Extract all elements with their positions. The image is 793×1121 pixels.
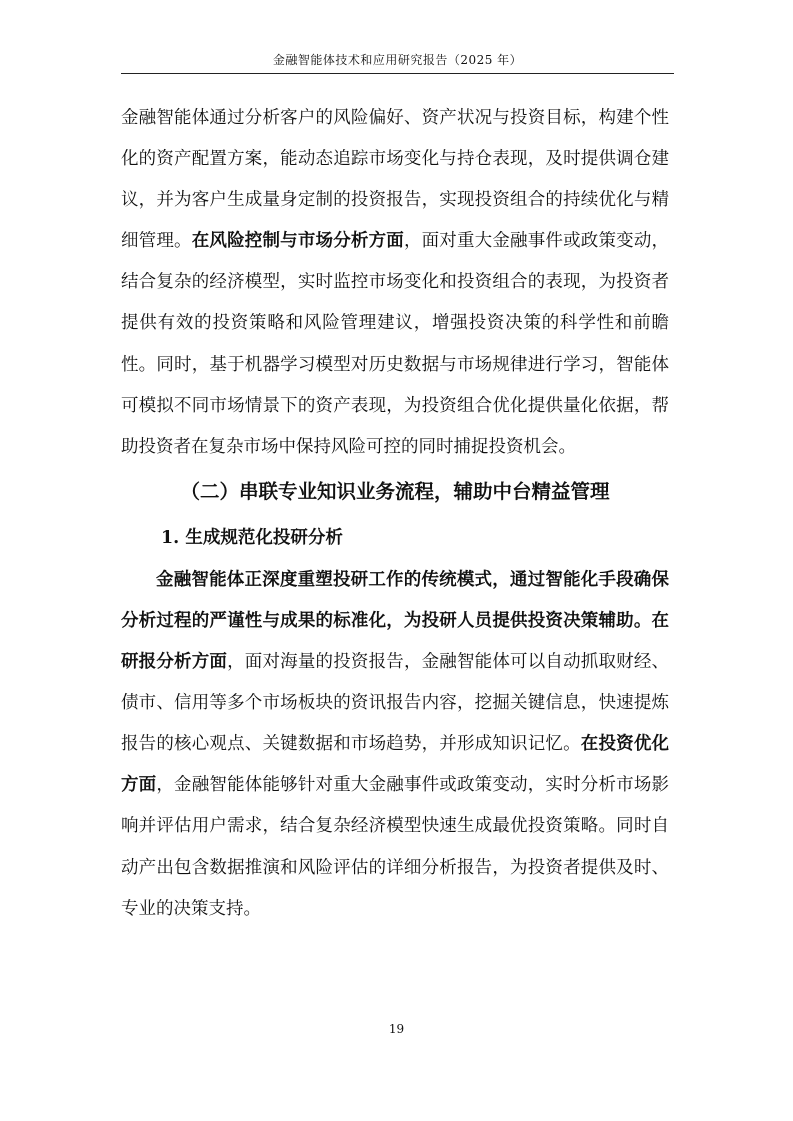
running-header: 金融智能体技术和应用研究报告（2025 年） xyxy=(272,53,523,67)
body-text xyxy=(121,98,669,930)
bold-phrase: 在风险控制与市场分析方面 xyxy=(191,231,404,252)
bold-phrase: 金融智能体正深度重塑投研工作的传统模式，通过智能化手段确保分析过程的严谨性与成果的标准化，为投研人员提供投资决策辅助。 xyxy=(121,569,669,631)
paragraph-text: ，面对海量的投资报告，金融智能体可以自动抓取财经、债市、信用等多个市场板块的资讯报告内容，挖掘关键信息，快速提炼报告的核心观点、关键数据和市场趋势，并形成知识记忆。 xyxy=(121,652,670,755)
paragraph-text: ，面对重大金融事件或政策变动，结合复杂的经济模型，实时监控市场变化和投资组合的表现，为投资者提供有效的投资策略和风险管理建议，增强投资决策的科学性和前瞻性。同时，基于机器学习模型对历史数据与市场规律进行学习，智能体可模拟不同市场情景下的资产表现，为投资组合优化提供量化依据，帮助投资者在复杂市场中保持风险可控的同时捕捉投资机会。 xyxy=(121,231,670,457)
page-number: 19 xyxy=(388,1022,405,1036)
paragraph-risk-control xyxy=(121,98,669,468)
header-rule xyxy=(121,73,674,74)
paragraph-text: ，金融智能体能够针对重大金融事件或政策变动，实时分析市场影响并评估用户需求，结合复杂经济模型快速生成最优投资策略。同时自动产出包含数据推演和风险评估的详细分析报告，为投资者提供及时、专业的决策支持。 xyxy=(121,775,670,919)
paragraph-research-analysis xyxy=(121,560,669,930)
sub-heading: 1. 生成规范化投研分析 xyxy=(161,527,343,548)
paragraph-text: 金融智能体通过分析客户的风险偏好、资产状况与投资目标，构建个性化的资产配置方案，能动态追踪市场变化与持仓表现，及时提供调仓建议，并为客户生成量身定制的投资报告，实现投资组合的持续优化与精细管理。 xyxy=(121,108,669,252)
section-heading: （二）串联专业知识业务流程，辅助中台精益管理 xyxy=(180,479,610,503)
bold-phrase: 在研报分析方面 xyxy=(121,610,669,673)
bold-phrase: 在投资优化方面 xyxy=(121,734,669,796)
